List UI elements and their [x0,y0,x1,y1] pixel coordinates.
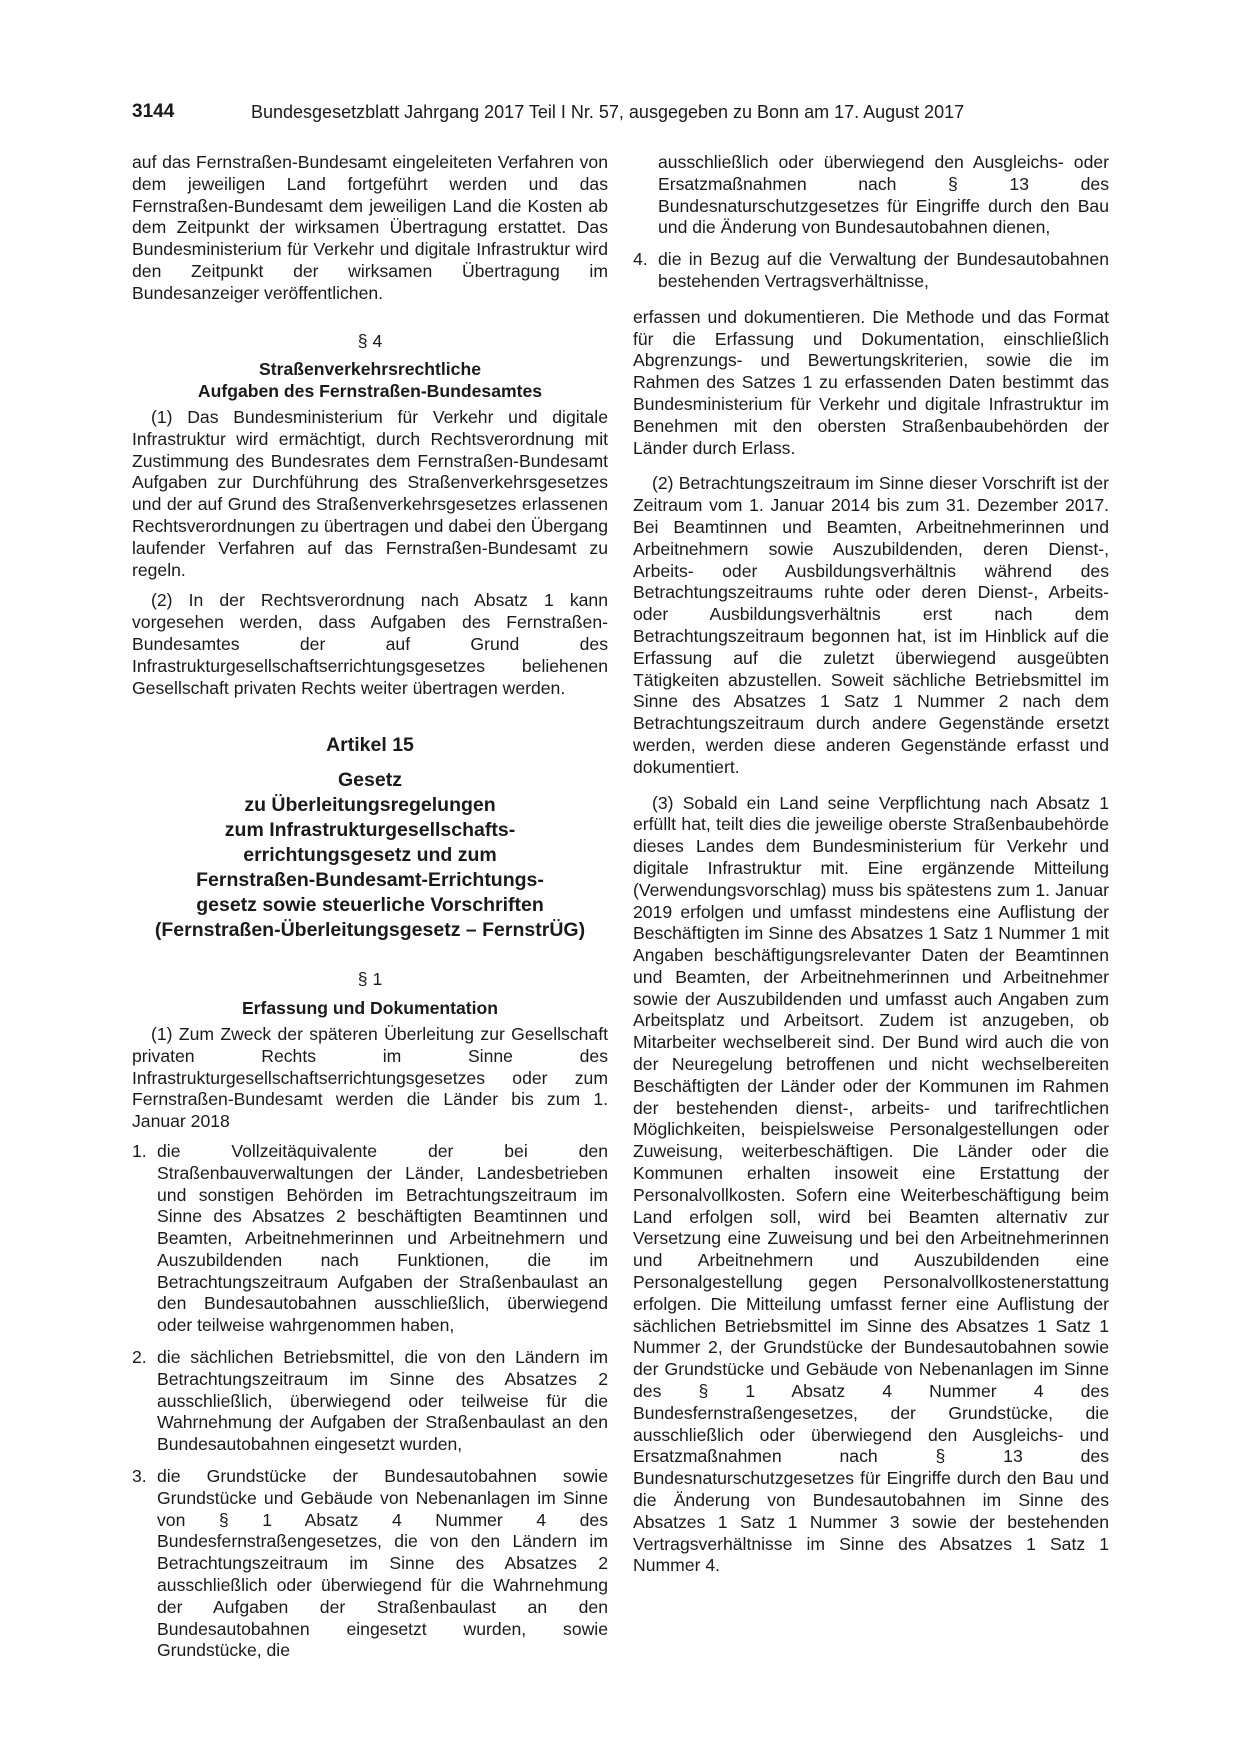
section-1-paragraph-3: (3) Sobald ein Land seine Verpflichtung nach Absatz 1 erfüllt hat, teilt dies die jeweilige oberste Straßenbaubehörde dieses Landes dem Bundesministerium für Verkehr und digitale Infrastruktur mit. Eine ergänzende Mitteilung (Verwendungsvorschlag) muss bis spätestens zum 1. Januar 2019 erfolgen und umfasst mindestens eine Auflistung der Beschäftigten im Sinne des Absatzes 1 Satz 1 Nummer 1 mit Angaben beschäftigungsrelevanter Daten der Beamtinnen und Beamten, der Arbeitnehmerinnen und Arbeitnehmer sowie der Auszubildenden und umfasst auch Angaben zum Arbeitsplatz und Arbeitsort. Zudem ist anzugeben, ob Mitarbeiter wechselbereit sind. Der Bund wird auch die von der Neuregelung betroffenen und nicht wechselbereiten Beschäftigten der Länder oder der Kommunen im Rahmen der bestehenden dienst-, arbeits- und tarifrechtlichen Möglichkeiten, beispielsweise Personalgestellungen oder Zuweisung, weiterbeschäftigen. Die Länder oder die Kommunen erhalten insoweit eine Erstattung der Personalvollkosten. Sofern eine Weiterbeschäftigung beim Land erfolgen soll, wird bei Beamten alternativ zur Versetzung eine Zuweisung und bei den Arbeitnehmerinnen und Arbeitnehmern und Auszubildenden eine Personalgestellung gegen Personalvollkostenerstattung erfolgen. Die Mitteilung umfasst ferner eine Auflistung der sächlichen Betriebsmittel im Sinne des Absatzes 1 Satz 1 Nummer 2, der Grundstücke der Bundesautobahnen sowie der Grundstücke und Gebäude von Nebenanlagen im Sinne des § 1 Absatz 4 Nummer 4 des Bundesfernstraßengesetzes, der Grundstücke, die ausschließlich oder überwiegend den Ausgleichs- und Ersatzmaßnahmen nach § 13 des Bundesnaturschutzgesetzes für Eingriffe durch den Bau und die Änderung von Bundesautobahnen im Sinne des Absatzes 1 Satz 1 Nummer 3 sowie der bestehenden Vertragsverhältnisse im Sinne des Absatzes 1 Satz 1 Nummer 4. [633,792,1109,1576]
law-title [132,768,608,943]
list-item-number: 4. [633,249,648,270]
law-title-line: errichtungsgesetz und zum [243,844,497,867]
article-number: Artikel 15 [326,734,414,757]
enumeration-list [132,1141,608,1662]
section-4-paragraph-1: (1) Das Bundesministerium für Verkehr und digitale Infrastruktur wird ermächtigt, durch Rechtsverordnung mit Zustimmung des Bundesrates dem Fernstraßen-Bundesamt Aufgaben zur Durchführung des Straßenverkehrsgesetzes und der auf Grund des Straßenverkehrsgesetzes erlassenen Rechtsverordnungen zu übertragen und dabei den Übergang laufender Verfahren auf das Fernstraßen-Bundesamt zu regeln. [132,406,608,580]
law-title-line: Gesetz [338,769,402,792]
law-title-line: Fernstraßen-Bundesamt-Errichtungs- [196,869,544,892]
list-item-number: 3. [132,1466,147,1487]
page-number: 3144 [132,101,175,122]
law-title-line: zum Infrastrukturgesellschafts- [224,819,516,842]
section-1-paragraph-1: (1) Zum Zweck der späteren Überleitung zur Gesellschaft privaten Rechts im Sinne des Infrastrukturgesellschaftserrichtungsgesetzes oder zum Fernstraßen-Bundesamt werden die Länder bis zum 1. Januar 2018 [132,1023,608,1132]
section-4-heading-line-1: Straßenverkehrsrechtliche [259,359,481,380]
list-item-text: die Grundstücke der Bundesautobahnen sowie Grundstücke und Gebäude von Nebenanlagen im Sinne von § 1 Absatz 4 Nummer 4 des Bundesfernstraßengesetzes, die von den Ländern im Betrachtungszeitraum im Sinne des Absatzes 2 ausschließlich oder überwiegend für die Wahrnehmung der Aufgaben der Straßenbaulast an den Bundesautobahnen eingesetzt wurden, sowie Grundstücke, die [157,1466,608,1661]
right-column [633,152,1109,1577]
gazette-title: Bundesgesetzblatt Jahrgang 2017 Teil I Nr. 57, ausgegeben zu Bonn am 17. August 2017 [251,102,965,122]
enumeration-list-continued [633,152,1109,293]
list-item [132,1347,608,1456]
law-title-line: gesetz sowie steuerliche Vorschriften [196,894,544,917]
list-item-number: 2. [132,1347,147,1368]
list-item-text: die in Bezug auf die Verwaltung der Bundesautobahnen bestehenden Vertragsverhältnisse, [658,249,1109,291]
section-1-paragraph-2: (2) Betrachtungszeitraum im Sinne dieser Vorschrift ist der Zeitraum vom 1. Januar 2014 bis zum 31. Dezember 2017. Bei Beamtinnen und Beamten, Arbeitnehmerinnen und Arbeitnehmern sowie Auszubildenden, deren Dienst-, Arbeits- oder Ausbildungsverhältnis während des Betrachtungszeitraums ruhte oder deren Dienst-, Arbeits- oder Ausbildungsverhältnis erst nach dem Betrachtungszeitraum begonnen hat, ist im Hinblick auf die Erfassung auf die zuletzt überwiegend ausgeübten Tätigkeiten abzustellen. Soweit sächliche Betriebsmittel im Sinne des Absatzes 1 Satz 1 Nummer 2 nach dem Betrachtungszeitraum durch andere Gegenstände ersetzt werden, werden diese anderen Gegenstände erfasst und dokumentiert. [633,473,1109,777]
intro-paragraph: auf das Fernstraßen-Bundesamt eingeleiteten Verfahren von dem jeweiligen Land fortgeführt werden und das Fernstraßen-Bundesamt dem jeweiligen Land die Kosten ab dem Zeitpunkt der wirksamen Übertragung erstattet. Das Bundesministerium für Verkehr und digitale Infrastruktur wird den Zeitpunkt der wirksamen Übertragung im Bundesanzeiger veröffentlichen. [132,152,608,303]
list-item-text: ausschließlich oder überwiegend den Ausgleichs- oder Ersatzmaßnahmen nach § 13 des Bundesnaturschutzgesetzes für Eingriffe durch den Bau und die Änderung von Bundesautobahnen dienen, [658,152,1109,238]
after-list-paragraph: erfassen und dokumentieren. Die Methode und das Format für die Erfassung und Dokumentation, einschließlich Abgrenzungs- und Bewertungskriterien, sowie die im Rahmen des Satzes 1 zu erfassenden Daten bestimmt das Bundesministerium für Verkehr und digitale Infrastruktur im Benehmen mit den obersten Straßenbaubehörden der Länder durch Erlass. [633,306,1109,458]
section-4-paragraph-2: (2) In der Rechtsverordnung nach Absatz 1 kann vorgesehen werden, dass Aufgaben des Fernstraßen-Bundesamtes der auf Grund des Infrastrukturgesellschaftserrichtungsgesetzes beliehenen Gesellschaft privaten Rechts weiter übertragen werden. [132,590,608,698]
section-1-sign: § 1 [357,969,383,990]
law-title-line: zu Überleitungsregelungen [244,794,496,817]
section-1-heading: Erfassung und Dokumentation [241,998,499,1019]
list-item-text: die sächlichen Betriebsmittel, die von den Ländern im Betrachtungszeitraum im Sinne des Absatzes 2 ausschließlich, überwiegend oder teilweise für die Wahrnehmung der Aufgaben der Straßenbaulast an den Bundesautobahnen eingesetzt wurden, [157,1347,608,1455]
law-title-line: (Fernstraßen-Überleitungsgesetz – FernstrÜG) [154,919,586,942]
list-item [132,1466,608,1662]
left-column [132,152,608,1662]
list-item [132,1141,608,1337]
section-4-sign: § 4 [357,330,383,351]
list-item-continuation [633,152,1109,239]
list-item-text: die Vollzeitäquivalente der bei den Straßenbauverwaltungen der Länder, Landesbetrieben und sonstigen Behörden im Betrachtungszeitraum im Sinne des Absatzes 2 beschäftigten Beamtinnen und Beamten, Arbeitnehmerinnen und Arbeitnehmern und Auszubildenden nach Funktionen, die im Betrachtungszeitraum Aufgaben der Straßenbaulast an den Bundesautobahnen ausschließlich, überwiegend oder teilweise wahrgenommen haben, [157,1140,608,1336]
section-4-heading-line-2: Aufgaben des Fernstraßen-Bundesamtes [197,381,543,402]
list-item-number: 1. [132,1140,147,1161]
list-item [633,249,1109,293]
section-4-heading [132,359,608,403]
